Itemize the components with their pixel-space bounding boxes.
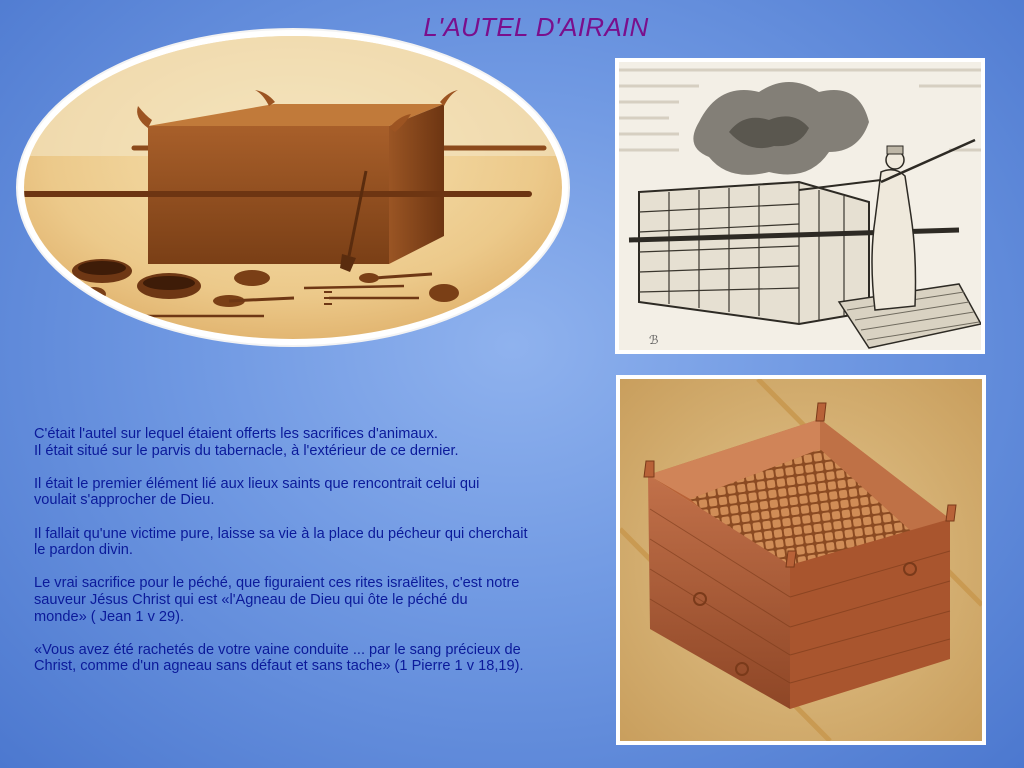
slide-title: L'AUTEL D'AIRAIN: [423, 12, 649, 42]
engraving-priest-at-altar: [615, 58, 985, 354]
text-line: le pardon divin.: [34, 542, 133, 559]
text-line: monde» ( Jean 1 v 29).: [34, 608, 185, 625]
svg-text:ℬ: ℬ: [649, 333, 659, 347]
altar-illustration-oval: [18, 30, 568, 345]
copper-altar-model: [620, 379, 982, 741]
body-text: [34, 426, 594, 692]
text-line: Il fallait qu'une victime pure, laisse sa vie à la place du pécheur qui cherchait: [34, 525, 528, 542]
text-line: C'était l'autel sur lequel étaient offerts les sacrifices d'animaux.: [34, 426, 438, 442]
bronze-altar-illustration: [24, 36, 562, 339]
text-line: Christ, comme d'un agneau sans défaut et sans tache» (1 Pierre 1 v 18,19).: [34, 658, 524, 675]
paragraph-2: [34, 476, 594, 509]
text-line: Il était situé sur le parvis du tabernacle, à l'extérieur de ce dernier.: [34, 442, 459, 459]
paragraph-1: [34, 426, 594, 459]
paragraph-5: [34, 642, 594, 675]
paragraph-4: [34, 575, 594, 625]
paragraph-3: [34, 526, 594, 559]
priest-altar-engraving: [619, 62, 981, 350]
text-line: Il était le premier élément lié aux lieux saints que rencontrait celui qui: [34, 475, 480, 492]
text-line: sauveur Jésus Christ qui est «l'Agneau de Dieu qui ôte le péché du: [34, 591, 468, 608]
text-line: «Vous avez été rachetés de votre vaine conduite ... par le sang précieux de: [34, 641, 521, 658]
text-line: voulait s'approcher de Dieu.: [34, 492, 215, 509]
copper-altar-model-photo: [616, 375, 986, 745]
text-line: Le vrai sacrifice pour le péché, que figuraient ces rites israëlites, c'est notre: [34, 575, 520, 592]
